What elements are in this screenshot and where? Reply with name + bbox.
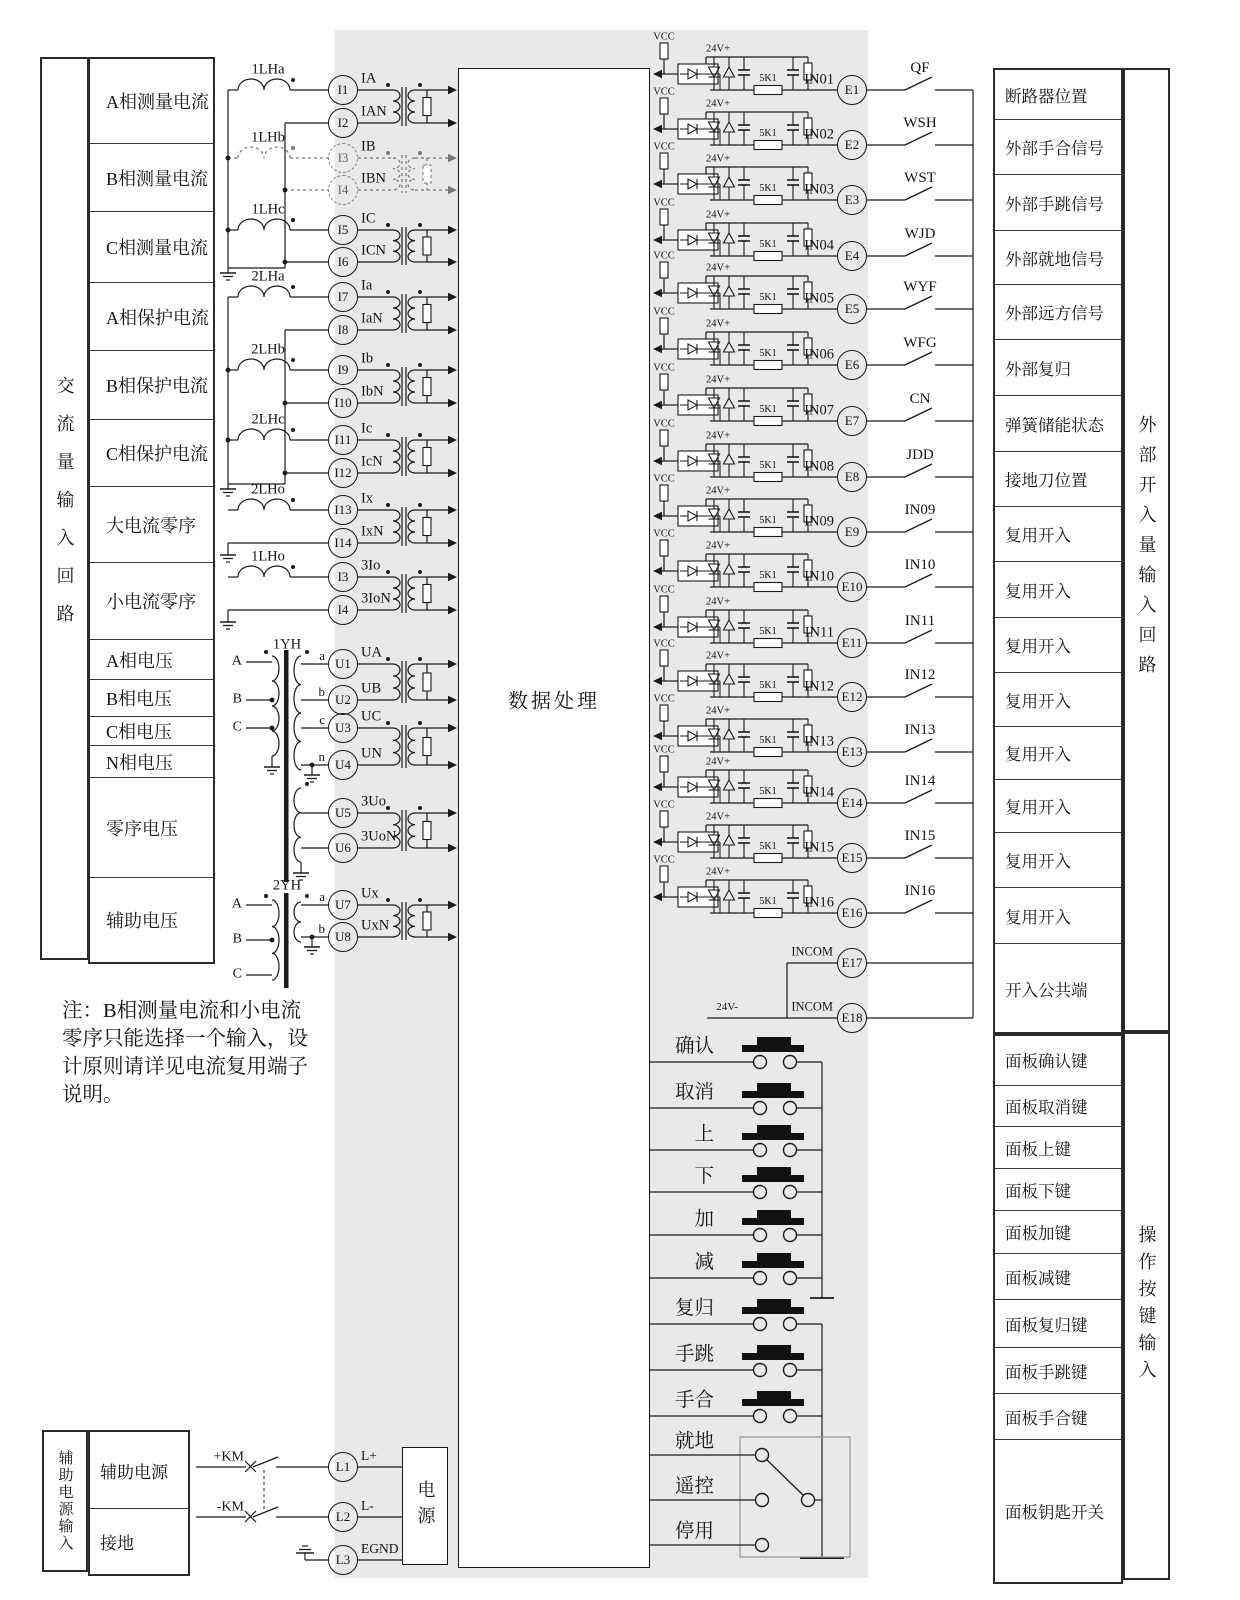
terminal-E16: E16 bbox=[837, 898, 867, 928]
terminal-I12: I12 bbox=[328, 458, 358, 488]
ac-section-label-text: 交流量输入回路 bbox=[54, 375, 75, 642]
resistor-label: 5K1 bbox=[759, 679, 777, 691]
button-label: 手合 bbox=[674, 1389, 714, 1411]
input-code-label: IN07 bbox=[804, 402, 834, 419]
terminal-U6: U6 bbox=[328, 833, 358, 863]
terminal-E9: E9 bbox=[837, 517, 867, 547]
resistor-label: 5K1 bbox=[759, 347, 777, 359]
keys-desc-table-row: 面板确认键 bbox=[1005, 1051, 1088, 1071]
sec-label: c bbox=[319, 712, 325, 728]
ac-input-table-row: A相测量电流 bbox=[106, 92, 209, 112]
power-section-label-text: 辅助电源输入 bbox=[56, 1450, 73, 1552]
vcc-label: VCC bbox=[653, 306, 675, 318]
keys-desc-table-row: 面板取消键 bbox=[995, 1085, 1121, 1126]
ct-label: 2LHc bbox=[251, 411, 285, 428]
digital-desc-table-row: 复用开入 bbox=[995, 617, 1121, 672]
terminal-E3: E3 bbox=[837, 185, 867, 215]
v24-label: 24V+ bbox=[705, 596, 731, 608]
v24-label: 24V+ bbox=[705, 650, 731, 662]
signal-label: IbN bbox=[361, 383, 384, 400]
digital-desc-table-row: 复用开入 bbox=[995, 672, 1121, 726]
keys-desc-table-row: 面板钥匙开关 bbox=[995, 1439, 1121, 1582]
vcc-label: VCC bbox=[653, 744, 675, 756]
data-processing-label: 数据处理 bbox=[508, 690, 600, 713]
signal-label: Ux bbox=[361, 885, 379, 902]
v24-label: 24V+ bbox=[705, 262, 731, 274]
v24-label: 24V+ bbox=[705, 209, 731, 221]
button-label: 取消 bbox=[674, 1081, 714, 1103]
terminal-U8: U8 bbox=[328, 922, 358, 952]
input-code-label: IN15 bbox=[804, 839, 834, 856]
phase-label: B bbox=[232, 691, 242, 707]
resistor-label: 5K1 bbox=[759, 840, 777, 852]
keys-desc-table-row: 面板下键 bbox=[995, 1168, 1121, 1210]
ac-input-table-row: 辅助电压 bbox=[90, 877, 213, 962]
v24-label: 24V+ bbox=[705, 756, 731, 768]
key-position-label: 就地 bbox=[674, 1430, 714, 1452]
vcc-label: VCC bbox=[653, 528, 675, 540]
resistor-label: 5K1 bbox=[759, 734, 777, 746]
terminal-E12: E12 bbox=[837, 682, 867, 712]
power-section-label bbox=[42, 1430, 88, 1572]
v24-label: 24V+ bbox=[705, 98, 731, 110]
terminal-I1: I1 bbox=[328, 75, 358, 105]
sec-label: b bbox=[318, 921, 325, 937]
terminal-E17: E17 bbox=[837, 948, 867, 978]
input-code-label: IN11 bbox=[804, 624, 834, 641]
input-code-label: IN13 bbox=[804, 733, 834, 750]
signal-label: 3UoN bbox=[361, 828, 397, 845]
ac-input-table-row: 零序电压 bbox=[90, 777, 213, 877]
digital-desc-table-row: 复用开入 bbox=[995, 561, 1121, 617]
input-code-label: IN12 bbox=[804, 678, 834, 695]
signal-label: IaN bbox=[361, 310, 383, 327]
note-line: 说明。 bbox=[62, 1084, 124, 1106]
resistor-label: 5K1 bbox=[759, 127, 777, 139]
phase-label: B bbox=[232, 931, 242, 947]
signal-label: 3IoN bbox=[361, 590, 391, 607]
terminal-I7: I7 bbox=[328, 282, 358, 312]
vcc-label: VCC bbox=[653, 693, 675, 705]
vcc-label: VCC bbox=[653, 854, 675, 866]
ac-input-table bbox=[88, 57, 215, 964]
phase-label: A bbox=[231, 653, 242, 669]
signal-label: IN09 bbox=[904, 502, 936, 519]
phase-label: C bbox=[232, 966, 242, 982]
vcc-label: VCC bbox=[653, 473, 675, 485]
terminal-E4: E4 bbox=[837, 241, 867, 271]
terminal-U2: U2 bbox=[328, 685, 358, 715]
km-label: -KM bbox=[216, 1499, 244, 1515]
digital-desc-table-row: 外部手跳信号 bbox=[995, 174, 1121, 230]
signal-label: IBN bbox=[361, 170, 386, 187]
signal-label: IN10 bbox=[904, 557, 936, 574]
ac-input-table-row: B相测量电流 bbox=[90, 143, 213, 211]
signal-label: IA bbox=[361, 70, 377, 87]
keys-desc-table-row: 面板减键 bbox=[995, 1253, 1121, 1299]
keys-section-label bbox=[1123, 1032, 1170, 1580]
key-position-label: 停用 bbox=[674, 1520, 714, 1542]
input-code-label: IN04 bbox=[804, 237, 834, 254]
incom-label: INCOM bbox=[791, 944, 833, 959]
button-label: 手跳 bbox=[674, 1343, 714, 1365]
vcc-label: VCC bbox=[653, 197, 675, 209]
digital-desc-table-row: 外部就地信号 bbox=[995, 230, 1121, 284]
signal-label: IN11 bbox=[904, 613, 936, 630]
terminal-E13: E13 bbox=[837, 737, 867, 767]
ct-label: 2LHb bbox=[251, 341, 285, 358]
terminal-I10: I10 bbox=[328, 388, 358, 418]
terminal-I4: I4 bbox=[328, 175, 358, 205]
keys-desc-table-row: 面板加键 bbox=[995, 1210, 1121, 1253]
ct-label: 1LHo bbox=[251, 548, 285, 565]
resistor-label: 5K1 bbox=[759, 895, 777, 907]
signal-label: ICN bbox=[361, 242, 386, 259]
v24neg-label: 24V- bbox=[716, 1001, 738, 1014]
signal-label: IN14 bbox=[904, 773, 936, 790]
input-code-label: IN16 bbox=[804, 894, 834, 911]
power-table-row: 辅助电源 bbox=[100, 1462, 168, 1482]
terminal-I5: I5 bbox=[328, 215, 358, 245]
input-code-label: IN09 bbox=[804, 513, 834, 530]
signal-label: 3Uo bbox=[361, 793, 386, 810]
resistor-label: 5K1 bbox=[759, 291, 777, 303]
keys-desc-table-row: 面板手跳键 bbox=[995, 1347, 1121, 1393]
ac-input-table-row: B相保护电流 bbox=[90, 350, 213, 419]
resistor-label: 5K1 bbox=[759, 459, 777, 471]
button-label: 上 bbox=[694, 1123, 714, 1145]
terminal-I14: I14 bbox=[328, 528, 358, 558]
terminal-I3: I3 bbox=[328, 143, 358, 173]
terminal-L3: L3 bbox=[328, 1545, 358, 1575]
incom-label: INCOM bbox=[791, 999, 833, 1014]
v24-label: 24V+ bbox=[705, 318, 731, 330]
signal-label: IxN bbox=[361, 523, 384, 540]
v24-label: 24V+ bbox=[705, 705, 731, 717]
signal-label: IAN bbox=[361, 103, 387, 120]
ac-input-table-row: A相保护电流 bbox=[90, 282, 213, 350]
power-table-row: 接地 bbox=[90, 1508, 188, 1574]
km-label: +KM bbox=[213, 1449, 244, 1465]
terminal-E14: E14 bbox=[837, 788, 867, 818]
digital-desc-table-row: 外部复归 bbox=[995, 339, 1121, 395]
terminal-I4: I4 bbox=[328, 595, 358, 625]
vcc-label: VCC bbox=[653, 638, 675, 650]
digital-desc-table-row: 接地刀位置 bbox=[995, 451, 1121, 506]
resistor-label: 5K1 bbox=[759, 403, 777, 415]
vcc-label: VCC bbox=[653, 141, 675, 153]
resistor-label: 5K1 bbox=[759, 514, 777, 526]
digital-desc-table bbox=[993, 68, 1123, 1036]
vcc-label: VCC bbox=[653, 86, 675, 98]
input-code-label: IN05 bbox=[804, 290, 834, 307]
ac-section-label bbox=[40, 57, 89, 960]
terminal-E11: E11 bbox=[837, 628, 867, 658]
note-line: 计原则请详见电流复用端子 bbox=[62, 1056, 308, 1078]
v24-label: 24V+ bbox=[705, 485, 731, 497]
terminal-I9: I9 bbox=[328, 355, 358, 385]
input-code-label: IN02 bbox=[804, 126, 834, 143]
terminal-E15: E15 bbox=[837, 843, 867, 873]
ac-input-table-row: B相电压 bbox=[90, 679, 213, 716]
keys-desc-table-row: 面板手合键 bbox=[995, 1393, 1121, 1439]
resistor-label: 5K1 bbox=[759, 72, 777, 84]
signal-label: UN bbox=[361, 745, 382, 762]
vt-label: 1YH bbox=[272, 636, 302, 653]
signal-label: WFG bbox=[903, 335, 937, 352]
digital-desc-table-row: 复用开入 bbox=[995, 506, 1121, 561]
key-position-label: 遥控 bbox=[674, 1475, 714, 1497]
ac-input-table-row: N相电压 bbox=[90, 745, 213, 777]
signal-label: L+ bbox=[361, 1447, 377, 1463]
terminal-E8: E8 bbox=[837, 462, 867, 492]
signal-label: JDD bbox=[906, 447, 934, 464]
digital-section-label bbox=[1123, 68, 1170, 1032]
terminal-U4: U4 bbox=[328, 750, 358, 780]
v24-label: 24V+ bbox=[705, 374, 731, 386]
digital-desc-table-row: 开入公共端 bbox=[995, 943, 1121, 1034]
terminal-E1: E1 bbox=[837, 75, 867, 105]
button-label: 减 bbox=[694, 1251, 714, 1273]
sec-label: b bbox=[318, 684, 325, 700]
v24-label: 24V+ bbox=[705, 866, 731, 878]
terminal-I6: I6 bbox=[328, 247, 358, 277]
terminal-L1: L1 bbox=[328, 1452, 358, 1482]
note-line: 注：B相测量电流和小电流 bbox=[62, 1000, 302, 1022]
vcc-label: VCC bbox=[653, 799, 675, 811]
vcc-label: VCC bbox=[653, 31, 675, 43]
ct-label: 1LHa bbox=[251, 61, 285, 78]
input-code-label: IN03 bbox=[804, 181, 834, 198]
sec-label: a bbox=[319, 889, 325, 905]
digital-desc-table-row: 复用开入 bbox=[995, 779, 1121, 832]
keys-desc-table-row: 面板复归键 bbox=[995, 1299, 1121, 1347]
signal-label: EGND bbox=[361, 1540, 399, 1556]
button-label: 复归 bbox=[674, 1297, 714, 1319]
digital-desc-table-row: 复用开入 bbox=[995, 832, 1121, 887]
terminal-U5: U5 bbox=[328, 798, 358, 828]
phase-label: C bbox=[232, 719, 242, 735]
button-label: 加 bbox=[694, 1208, 714, 1230]
sec-label: n bbox=[318, 749, 325, 765]
ac-input-table-row: C相电压 bbox=[90, 716, 213, 745]
terminal-I8: I8 bbox=[328, 315, 358, 345]
terminal-I2: I2 bbox=[328, 108, 358, 138]
digital-desc-table-row: 外部手合信号 bbox=[995, 119, 1121, 174]
keys-section-label-text: 操作按键输入 bbox=[1136, 1225, 1157, 1387]
terminal-I13: I13 bbox=[328, 495, 358, 525]
button-label: 确认 bbox=[674, 1035, 714, 1057]
button-label: 下 bbox=[694, 1165, 714, 1187]
ac-input-table-row: A相电压 bbox=[90, 639, 213, 679]
vt-label: 2YH bbox=[272, 877, 302, 894]
terminal-I3: I3 bbox=[328, 562, 358, 592]
terminal-I11: I11 bbox=[328, 425, 358, 455]
note-line: 零序只能选择一个输入，设 bbox=[62, 1028, 308, 1050]
input-code-label: IN14 bbox=[804, 784, 834, 801]
signal-label: IC bbox=[361, 210, 376, 227]
vcc-label: VCC bbox=[653, 362, 675, 374]
signal-label: Ib bbox=[361, 350, 374, 367]
terminal-E18: E18 bbox=[837, 1003, 867, 1033]
signal-label: IN16 bbox=[904, 883, 936, 900]
terminal-E7: E7 bbox=[837, 406, 867, 436]
digital-desc-table-row: 弹簧储能状态 bbox=[995, 395, 1121, 451]
ct-label: 1LHc bbox=[251, 201, 285, 218]
resistor-label: 5K1 bbox=[759, 238, 777, 250]
signal-label: UB bbox=[361, 680, 382, 697]
digital-desc-table-row: 外部远方信号 bbox=[995, 284, 1121, 339]
v24-label: 24V+ bbox=[705, 153, 731, 165]
terminal-U1: U1 bbox=[328, 649, 358, 679]
v24-label: 24V+ bbox=[705, 811, 731, 823]
vcc-label: VCC bbox=[653, 418, 675, 430]
input-code-label: IN01 bbox=[804, 71, 834, 88]
terminal-U3: U3 bbox=[328, 713, 358, 743]
power-table bbox=[88, 1430, 190, 1576]
digital-desc-table-row: 断路器位置 bbox=[1005, 86, 1088, 106]
signal-label: IB bbox=[361, 138, 376, 155]
signal-label: 3Io bbox=[361, 557, 381, 574]
signal-label: Ic bbox=[361, 420, 373, 437]
resistor-label: 5K1 bbox=[759, 182, 777, 194]
keys-desc-table bbox=[993, 1032, 1123, 1584]
signal-label: Ia bbox=[361, 277, 373, 294]
input-code-label: IN08 bbox=[804, 458, 834, 475]
signal-label: UC bbox=[361, 708, 382, 725]
signal-label: UA bbox=[361, 644, 382, 661]
ac-input-table-row: C相测量电流 bbox=[90, 211, 213, 282]
resistor-label: 5K1 bbox=[759, 785, 777, 797]
signal-label: IN12 bbox=[904, 667, 936, 684]
signal-label: UxN bbox=[361, 917, 390, 934]
terminal-E2: E2 bbox=[837, 130, 867, 160]
vcc-label: VCC bbox=[653, 250, 675, 262]
vcc-label: VCC bbox=[653, 584, 675, 596]
signal-label: IN13 bbox=[904, 722, 936, 739]
keys-desc-table-row: 面板上键 bbox=[995, 1126, 1121, 1168]
input-code-label: IN10 bbox=[804, 568, 834, 585]
signal-label: WJD bbox=[904, 226, 936, 243]
resistor-label: 5K1 bbox=[759, 569, 777, 581]
signal-label: IN15 bbox=[904, 828, 936, 845]
terminal-U7: U7 bbox=[328, 890, 358, 920]
sec-label: a bbox=[319, 648, 325, 664]
signal-label: IcN bbox=[361, 453, 383, 470]
ct-label: 2LHo bbox=[251, 481, 285, 498]
resistor-label: 5K1 bbox=[759, 625, 777, 637]
terminal-E10: E10 bbox=[837, 572, 867, 602]
signal-label: CN bbox=[909, 391, 931, 408]
digital-section-label-text: 外部开入量输入回路 bbox=[1136, 415, 1157, 685]
phase-label: A bbox=[231, 896, 242, 912]
v24-label: 24V+ bbox=[705, 43, 731, 55]
terminal-E5: E5 bbox=[837, 294, 867, 324]
terminal-E6: E6 bbox=[837, 350, 867, 380]
signal-label: WSH bbox=[903, 115, 937, 132]
terminal-L2: L2 bbox=[328, 1502, 358, 1532]
signal-label: QF bbox=[910, 60, 930, 77]
signal-label: WYF bbox=[903, 279, 937, 296]
signal-label: WST bbox=[904, 170, 936, 187]
power-box-label: 电源 bbox=[415, 1480, 436, 1532]
digital-desc-table-row: 复用开入 bbox=[995, 887, 1121, 943]
ac-input-table-row: C相保护电流 bbox=[90, 419, 213, 486]
signal-label: Ix bbox=[361, 490, 374, 507]
v24-label: 24V+ bbox=[705, 540, 731, 552]
v24-label: 24V+ bbox=[705, 430, 731, 442]
signal-label: L- bbox=[361, 1497, 374, 1513]
ct-label: 2LHa bbox=[251, 268, 285, 285]
ac-input-table-row: 小电流零序 bbox=[90, 562, 213, 639]
digital-desc-table-row: 复用开入 bbox=[995, 726, 1121, 779]
input-code-label: IN06 bbox=[804, 346, 834, 363]
ac-input-table-row: 大电流零序 bbox=[90, 486, 213, 562]
ct-label: 1LHb bbox=[251, 129, 285, 146]
